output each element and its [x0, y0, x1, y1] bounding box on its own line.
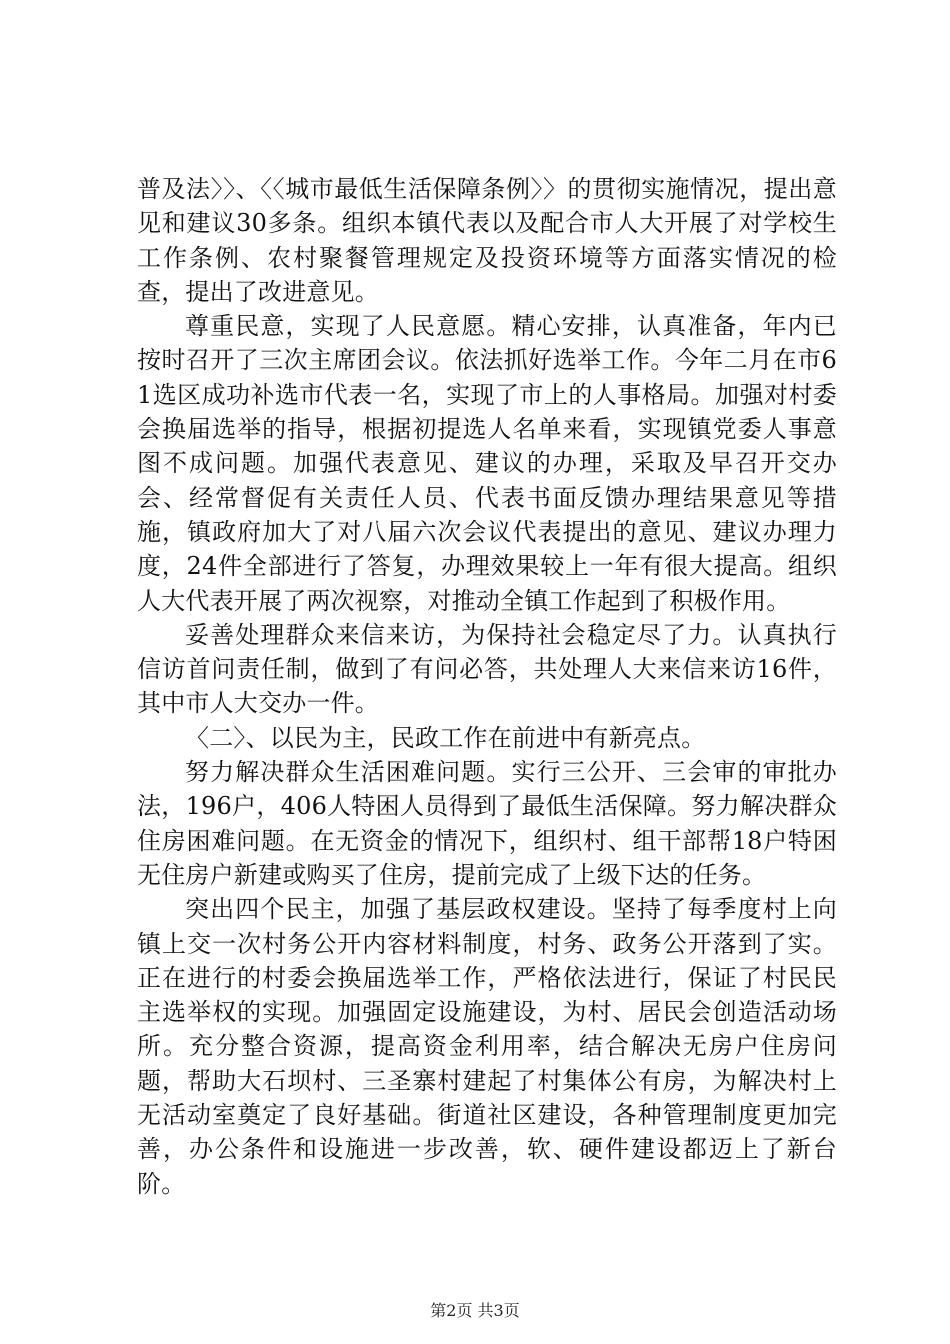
section-heading-civil-affairs: 〈二〉、以民为主，民政工作在前进中有新亮点。 [185, 723, 706, 752]
paragraph-living-difficulties: 努力解决群众生活困难问题。实行三公开、三会审的审批办法，196户，406人特困人员得到了最低生活保障。努力解决群众住房困难问题。在无资金的情况下，组织村、组干部帮18户特困无住房户新建或购买了住房，提前完成了上级下达的任务。 [137, 758, 837, 889]
paragraph-continuation: 普及法〉〉、〈〈城市最低生活保障条例〉〉的贯彻实施情况，提出意见和建议30多条。组织本镇代表以及配合市人大开展了对学校生工作条例、农村聚餐管理规定及投资环境等方面落实情况的检查，提出了改进意见。 [137, 175, 837, 306]
page-number-footer: 第2页 共3页 [430, 1301, 520, 1320]
paragraph-letters-and-visits: 妥善处理群众来信来访，为保持社会稳定尽了力。认真执行信访首问责任制，做到了有问必答，共处理人大来信来访16件，其中市人大交办一件。 [137, 620, 837, 718]
paragraph-respect-public-opinion: 尊重民意，实现了人民意愿。精心安排，认真准备，年内已按时召开了三次主席团会议。依法抓好选举工作。今年二月在市61选区成功补选市代表一名，实现了市上的人事格局。加强对村委会换届选举的指导，根据初提选人名单来看，实现镇党委人事意图不成问题。加强代表意见、建议的办理，采取及早召开交办会、经常督促有关责任人员、代表书面反馈办理结果意见等措施，镇政府加大了对八届六次会议代表提出的意见、建议办理力度，24件全部进行了答复，办理效果较上一年有很大提高。组织人大代表开展了两次视察，对推动全镇工作起到了积极作用。 [137, 312, 837, 615]
document-body [137, 172, 837, 1201]
paragraph-grassroots-democracy: 突出四个民主，加强了基层政权建设。坚持了每季度村上向镇上交一次村务公开内容材料制度，村务、政务公开落到了实。正在进行的村委会换届选举工作，严格依法进行，保证了村民民主选举权的实现。加强固定设施建设，为村、居民会创造活动场所。充分整合资源，提高资金利用率，结合解决无房户住房问题，帮助大石坝村、三圣寨村建起了村集体公有房，为解决村上无活动室奠定了良好基础。街道社区建设，各种管理制度更加完善，办公条件和设施进一步改善，软、硬件建设都迈上了新台阶。 [137, 895, 837, 1198]
